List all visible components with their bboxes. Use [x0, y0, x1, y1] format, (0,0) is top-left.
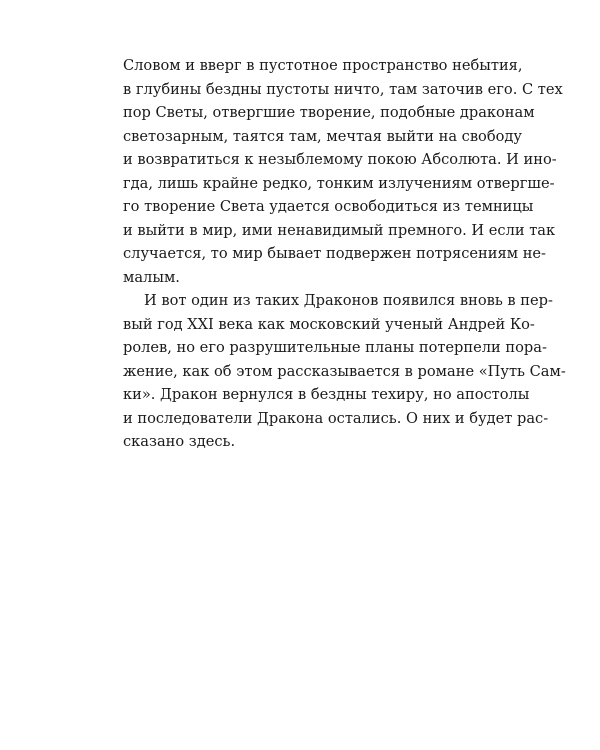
text-line: жение, как об этом рассказывается в романе «Путь Сам- — [123, 362, 566, 380]
text-line: ролев, но его разрушительные планы потерпели пора- — [123, 339, 547, 356]
body-text — [123, 54, 566, 454]
paragraph-2 — [123, 289, 566, 454]
text-line: гда, лишь крайне редко, тонким излучениям отвергше- — [123, 174, 555, 192]
text-line: И вот один из таких Драконов появился вновь в пер- — [144, 292, 553, 309]
text-line: пор Светы, отвергшие творение, подобные драконам — [123, 104, 535, 121]
text-line: сказано здесь. — [123, 433, 236, 450]
text-line: ки». Дракон вернулся в бездны техиру, но апостолы — [123, 386, 530, 403]
text-line: и выйти в мир, ими ненавидимый премного. И если так — [123, 221, 556, 239]
text-line: в глубины бездны пустоты ничто, там заточив его. С тех — [123, 80, 563, 98]
text-line: вый год XXI века как московский ученый Андрей Ко- — [123, 315, 535, 333]
text-line: малым. — [123, 268, 180, 286]
text-line: Словом и вверг в пустотное пространство небытия, — [123, 57, 523, 74]
text-line: светозарным, таятся там, мечтая выйти на свободу — [123, 127, 522, 145]
paragraph-1 — [123, 54, 563, 289]
text-line: и последователи Дракона остались. О них и будет рас- — [123, 409, 549, 427]
text-line: го творение Света удается освободиться из темницы — [123, 198, 534, 215]
text-line: и возвратиться к незыблемому покою Абсолюта. И ино- — [123, 151, 557, 168]
text-line: случается, то мир бывает подвержен потрясениям не- — [123, 245, 546, 262]
